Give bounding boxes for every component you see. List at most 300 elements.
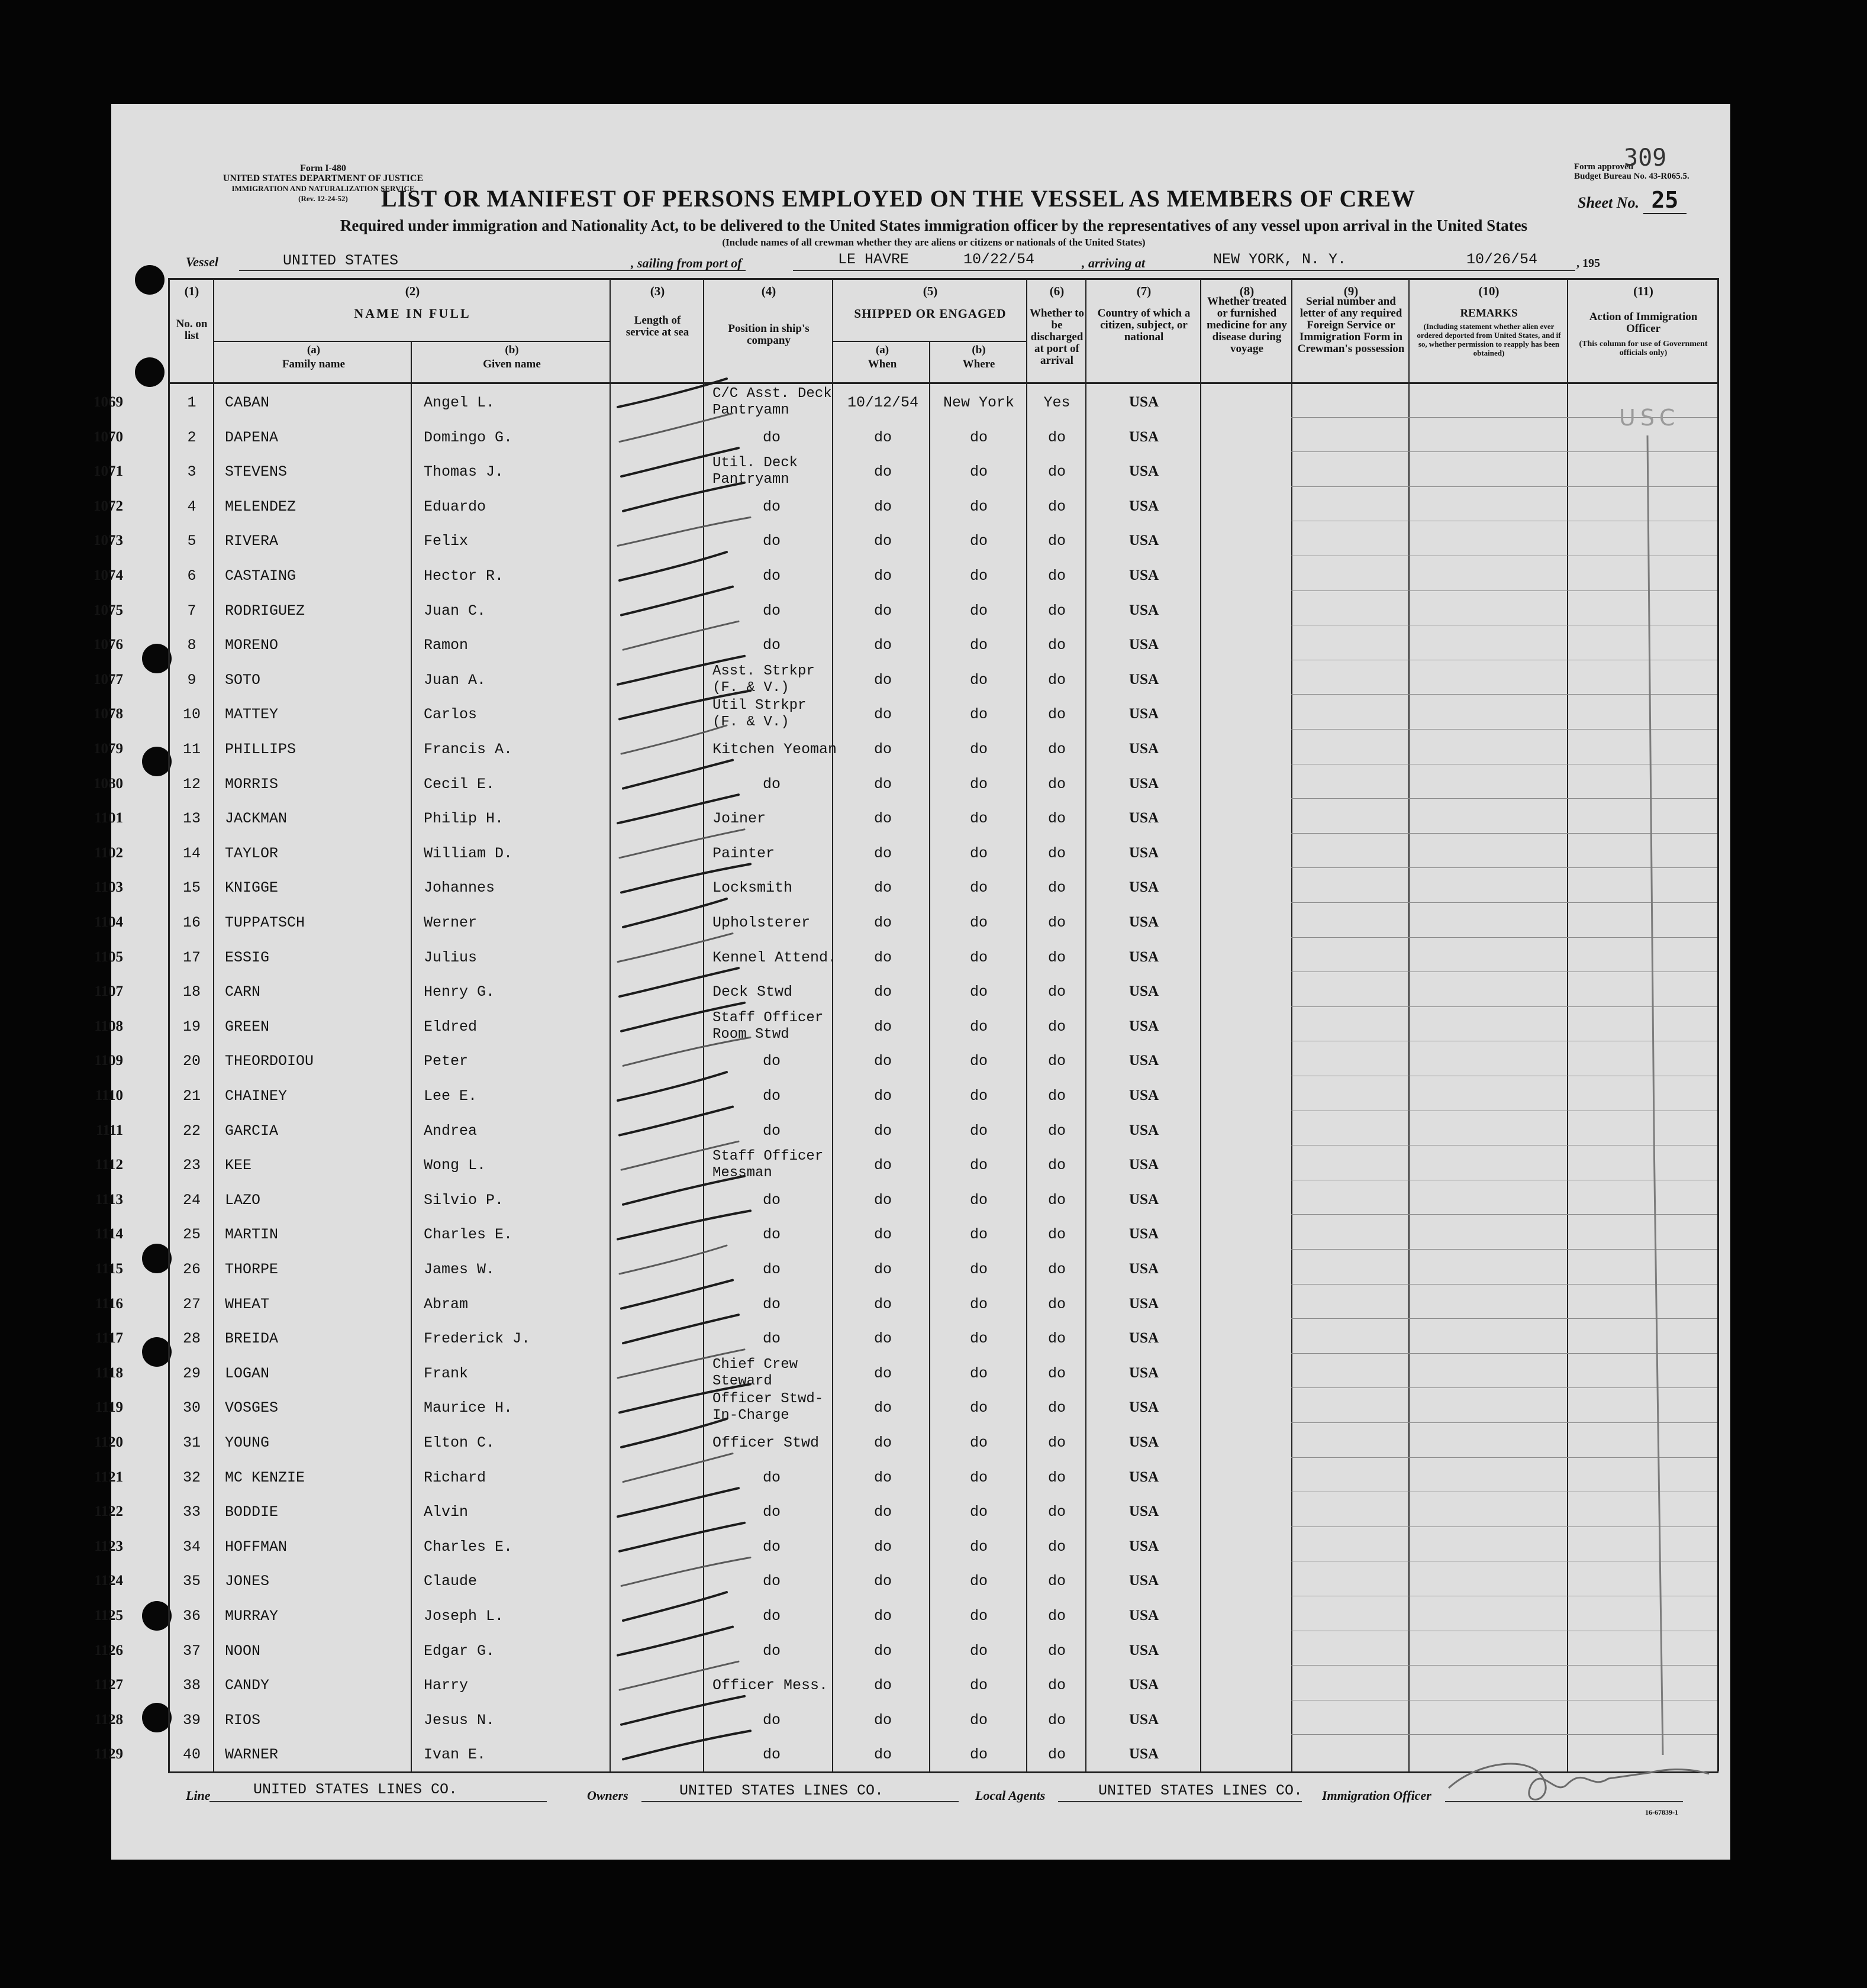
position: do [762,1469,781,1486]
shipped-when: do [873,567,892,585]
shipped-where: do [969,1364,988,1382]
manifest-sheet [93,104,1730,1860]
position: do [762,1608,781,1625]
shipped-where: do [969,1573,988,1590]
shipped-when: do [873,1573,892,1590]
check-mark [618,795,739,823]
list-number: 39 [182,1711,201,1729]
shipped-when: do [873,1434,892,1451]
position: Kitchen Yeoman [712,741,837,758]
arrival-date: 10/26/54 [1466,251,1538,268]
position: C/C Asst. Deck Pantryamn [712,386,832,418]
shipped-where: do [969,1261,988,1278]
shipped-when: do [873,983,892,1001]
list-number: 27 [182,1295,201,1313]
shipped-where: do [969,1677,988,1695]
given-name: Juan C. [424,602,486,619]
service: IMMIGRATION AND NATURALIZATION SERVICE [231,184,415,193]
col8-header: Whether treated or furnished medicine for any disease during voyage [1207,295,1287,355]
col3-number: (3) [650,284,665,298]
shipped-when: do [873,428,892,446]
revision: (Rev. 12-24-52) [298,194,348,203]
country: USA [1128,394,1159,410]
list-number: 1 [187,394,196,411]
shipped-where: do [969,983,988,1001]
shipped-where: do [969,914,988,931]
country: USA [1128,844,1159,861]
shipped-where: do [969,844,988,862]
country: USA [1128,1087,1159,1103]
shipped-when: do [873,948,892,966]
shipped-when: do [873,1157,892,1174]
vessel-name: UNITED STATES [283,252,399,269]
given-name: Maurice H. [424,1399,513,1417]
family-name: THEORDOIOU [225,1053,314,1070]
country: USA [1128,1053,1159,1069]
shipped-when: do [873,1226,892,1244]
list-number: 40 [182,1746,201,1764]
position: do [762,1053,781,1070]
family-name: WARNER [225,1746,279,1764]
country: USA [1128,1642,1159,1658]
shipped-when: 10/12/54 [847,394,919,411]
shipped-when: do [873,602,892,619]
list-number: 16 [182,914,201,931]
list-number: 2 [187,428,196,446]
sailing-label: , sailing from port of [631,256,742,270]
country: USA [1128,463,1159,480]
margin-number: 1075 [93,602,123,618]
shipped-where: do [969,1226,988,1244]
given-name: Richard [424,1469,486,1486]
country: USA [1128,879,1159,896]
check-mark [623,1176,744,1205]
check-mark [621,725,727,754]
officer-signature [1449,1764,1709,1799]
given-name: Domingo G. [424,428,513,446]
margin-number: 1128 [94,1711,123,1728]
country: USA [1128,1295,1159,1312]
agents-label: Local Agents [975,1788,1046,1803]
col10-header: REMARKS [1460,307,1518,320]
department: UNITED STATES DEPARTMENT OF JUSTICE [223,173,424,183]
shipped-where: do [969,1191,988,1209]
form-number: Form I-480 [300,163,346,173]
col5a-header: When [868,358,897,370]
col10-note: (Including statement whether alien ever ordered deported from United States, and if so, whether permission to reapply has been obtained) [1417,322,1561,357]
margin-number: 1113 [95,1191,123,1208]
margin-number: 1102 [94,844,123,861]
list-number: 7 [187,602,196,619]
family-name: TUPPATSCH [225,914,305,931]
discharged: do [1047,463,1066,481]
shipped-when: do [873,1711,892,1729]
discharged: do [1047,1538,1066,1555]
position: Locksmith [712,879,793,897]
position: Staff Officer Room Stwd [712,1009,824,1043]
shipped-where: do [969,1157,988,1174]
position: do [762,567,781,585]
position: do [762,1191,781,1209]
given-name: Eduardo [424,498,486,515]
family-name: STEVENS [225,463,288,481]
country: USA [1128,810,1159,827]
discharged: do [1047,983,1066,1001]
margin-number: 1104 [94,914,123,930]
given-name: Frank [424,1364,469,1382]
list-number: 26 [182,1261,201,1278]
family-name: YOUNG [225,1434,270,1451]
check-mark [623,899,727,927]
given-name: Francis A. [424,741,513,758]
family-name: MELENDEZ [225,498,296,515]
discharged: do [1047,1261,1066,1278]
margin-number: 1078 [93,706,123,722]
officer-label: Immigration Officer [1322,1788,1431,1803]
given-name: Ivan E. [424,1746,486,1764]
shipped-when: do [873,741,892,758]
shipped-where: do [969,1711,988,1729]
position: Upholsterer [712,914,811,931]
position: Util. Deck Pantryamn [712,455,798,488]
discharged: do [1047,602,1066,619]
check-mark [623,1731,750,1759]
position: Asst. Strkpr (F. & V.) [712,663,815,696]
col11-number: (11) [1633,284,1653,298]
list-number: 34 [182,1538,201,1555]
country: USA [1128,741,1159,757]
margin-number: 1120 [94,1434,123,1450]
discharged: do [1047,637,1066,654]
shipped-when: do [873,1469,892,1486]
shipped-when: do [873,1642,892,1660]
family-name: DAPENA [225,428,279,446]
form-subtitle: Required under immigration and Nationality Act, to be delivered to the United States immigration officer by the representatives of any vessel upon arrival in the United States [340,217,1528,234]
agents-company: UNITED STATES LINES CO. [1098,1782,1303,1799]
list-number: 38 [182,1677,201,1695]
position: Officer Stwd- In-Charge [712,1391,824,1424]
given-name: William D. [424,844,513,862]
check-mark [621,1141,739,1170]
arrival-port: NEW YORK, N. Y. [1213,251,1347,268]
shipped-where: do [969,1330,988,1348]
shipped-where: do [969,1399,988,1417]
family-name: MORRIS [225,775,279,793]
shipped-where: New York [943,394,1015,411]
country: USA [1128,706,1159,722]
shipped-when: do [873,810,892,828]
position: Chief Crew Steward [712,1356,798,1389]
position: do [762,498,781,515]
col5-header: SHIPPED OR ENGAGED [854,306,1007,321]
col9-number: (9) [1343,284,1359,298]
col2b-number: (b) [505,344,519,356]
list-number: 17 [182,948,201,966]
check-mark [620,552,727,580]
country: USA [1128,498,1159,514]
given-name: Abram [424,1295,469,1313]
margin-number: 1126 [94,1642,123,1658]
discharged: do [1047,1434,1066,1451]
list-number: 20 [182,1053,201,1070]
position: Officer Mess. [712,1677,828,1695]
country: USA [1128,1018,1159,1034]
position: do [762,1122,781,1140]
country: USA [1128,1538,1159,1554]
position: do [762,1226,781,1244]
shipped-where: do [969,602,988,619]
discharged: do [1047,844,1066,862]
shipped-where: do [969,428,988,446]
check-mark [620,830,744,858]
position: do [762,637,781,654]
given-name: Werner [424,914,478,931]
list-number: 35 [182,1573,201,1590]
position: Kennel Attend. [712,948,837,966]
position: do [762,1642,781,1660]
discharged: do [1047,1053,1066,1070]
shipped-when: do [873,1503,892,1521]
margin-number: 1118 [95,1364,123,1381]
shipped-where: do [969,463,988,481]
position: do [762,1538,781,1555]
shipped-where: do [969,706,988,724]
given-name: Jesus N. [424,1711,495,1729]
check-mark [618,1072,727,1100]
family-name: SOTO [225,671,261,689]
col5a-number: (a) [875,344,889,356]
shipped-where: do [969,1053,988,1070]
margin-number: 1074 [93,567,123,583]
list-number: 21 [182,1087,201,1105]
country: USA [1128,1399,1159,1416]
family-name: RIVERA [225,532,279,550]
col1-number: (1) [184,284,199,298]
discharged: do [1047,1295,1066,1313]
shipped-when: do [873,1087,892,1105]
given-name: Charles E. [424,1538,513,1555]
check-mark [620,1523,744,1551]
discharged: do [1047,1157,1066,1174]
shipped-where: do [969,1469,988,1486]
country: USA [1128,983,1159,1000]
margin-number: 1110 [95,1087,123,1103]
position: do [762,1711,781,1729]
year-label: , 195 [1576,257,1600,270]
check-mark [623,483,744,511]
page-stamp: 309 [1624,144,1667,172]
given-name: Charles E. [424,1226,513,1244]
line-company: UNITED STATES LINES CO. [253,1781,458,1798]
margin-number: 1122 [94,1503,123,1520]
margin-number: 1117 [95,1330,123,1347]
given-name: Philip H. [424,810,504,828]
shipped-when: do [873,879,892,897]
margin-number: 1112 [95,1157,123,1173]
margin-number: 1114 [95,1226,123,1242]
position: Staff Officer Messman [712,1148,824,1182]
given-name: Andrea [424,1122,478,1140]
col2b-header: Given name [483,358,541,370]
shipped-where: do [969,1018,988,1035]
check-mark [618,1350,744,1378]
position: Deck Stwd [712,983,793,1001]
shipped-when: do [873,1364,892,1382]
shipped-when: do [873,1261,892,1278]
shipped-where: do [969,1503,988,1521]
country: USA [1128,671,1159,688]
check-mark [618,517,750,546]
discharged: do [1047,1018,1066,1035]
discharged: do [1047,741,1066,758]
given-name: Frederick J. [424,1330,531,1348]
country: USA [1128,532,1159,549]
country: USA [1128,1711,1159,1728]
margin-number: 1127 [94,1677,123,1693]
list-number: 28 [182,1330,201,1348]
family-name: MATTEY [225,706,279,724]
margin-number: 1123 [94,1538,123,1554]
country: USA [1128,1608,1159,1624]
position: do [762,1295,781,1313]
position: Joiner [712,810,766,828]
col2a-header: Family name [282,358,346,370]
country: USA [1128,914,1159,930]
discharged: do [1047,948,1066,966]
given-name: Eldred [424,1018,478,1035]
check-mark [618,1627,733,1655]
family-name: MORENO [225,637,279,654]
list-number: 11 [182,741,201,758]
list-number: 32 [182,1469,201,1486]
position: do [762,1573,781,1590]
discharged: do [1047,1191,1066,1209]
family-name: NOON [225,1642,261,1660]
list-number: 9 [187,671,196,689]
col8-number: (8) [1239,284,1255,298]
col3-header: Length of service at sea [625,314,689,338]
list-number: 10 [182,706,201,724]
shipped-when: do [873,1746,892,1764]
given-name: Alvin [424,1503,469,1521]
country: USA [1128,1746,1159,1763]
shipped-when: do [873,1122,892,1140]
check-mark [621,864,750,892]
discharged: do [1047,810,1066,828]
check-mark [618,1211,750,1239]
country: USA [1128,1261,1159,1277]
margin-number: 1111 [96,1122,123,1138]
family-name: CASTAING [225,567,296,585]
family-name: PHILLIPS [225,741,296,758]
given-name: Carlos [424,706,478,724]
country: USA [1128,1573,1159,1589]
list-number: 36 [182,1608,201,1625]
family-name: CABAN [225,394,270,411]
check-mark [623,1315,739,1343]
given-name: Silvio P. [424,1191,504,1209]
family-name: THORPE [225,1261,279,1278]
margin-number: 1108 [94,1018,123,1034]
country: USA [1128,602,1159,618]
country: USA [1128,1503,1159,1520]
position: do [762,775,781,793]
shipped-when: do [873,1191,892,1209]
given-name: Lee E. [424,1087,478,1105]
check-mark [620,1384,750,1412]
shipped-where: do [969,1642,988,1660]
col6-header: Whether to be discharged at port of arrival [1030,307,1084,367]
list-number: 8 [187,637,196,654]
shipped-where: do [969,775,988,793]
owners-label: Owners [587,1788,628,1803]
family-name: LAZO [225,1191,261,1209]
position: do [762,1330,781,1348]
discharged: do [1047,1469,1066,1486]
shipped-when: do [873,1608,892,1625]
check-mark [623,1037,750,1066]
list-number: 25 [182,1226,201,1244]
check-mark [620,1107,733,1135]
country: USA [1128,1122,1159,1138]
margin-number: 1115 [95,1261,123,1277]
col11-note: (This column for use of Government officials only) [1579,340,1708,357]
family-name: HOFFMAN [225,1538,288,1555]
given-name: Peter [424,1053,469,1070]
col9-header: Serial number and letter of any required Foreign Service or Immigration Form in Crewman's possession [1297,295,1405,355]
check-mark [621,1696,744,1725]
check-mark [623,1454,733,1482]
shipped-where: do [969,741,988,758]
margin-number: 1103 [94,879,123,896]
shipped-when: do [873,637,892,654]
position: do [762,1746,781,1764]
shipped-when: do [873,1018,892,1035]
col5b-header: Where [962,358,995,370]
col4-header: Position in ship's company [728,322,810,347]
family-name: VOSGES [225,1399,279,1417]
country: USA [1128,1157,1159,1173]
check-mark [618,934,733,962]
margin-number: 1119 [95,1399,123,1416]
position: do [762,532,781,550]
col2-header: NAME IN FULL [354,306,471,321]
given-name: James W. [424,1261,495,1278]
check-mark [623,760,733,789]
shipped-where: do [969,498,988,515]
family-name: RIOS [225,1711,261,1729]
check-mark [620,414,733,442]
departure-port: LE HAVRE [838,251,910,268]
list-number: 14 [182,844,201,862]
margin-number: 1107 [94,983,123,1000]
position: Officer Stwd [712,1434,820,1451]
check-mark [621,1419,727,1447]
country: USA [1128,1191,1159,1208]
country: USA [1128,948,1159,965]
position: do [762,1261,781,1278]
shipped-when: do [873,1295,892,1313]
discharged: do [1047,1746,1066,1764]
discharged: do [1047,1642,1066,1660]
family-name: GREEN [225,1018,270,1035]
sheet-label: Sheet No. [1578,194,1639,211]
list-number: 5 [187,532,196,550]
list-number: 24 [182,1191,201,1209]
check-mark [618,379,727,407]
discharged: do [1047,1122,1066,1140]
country: USA [1128,1364,1159,1381]
